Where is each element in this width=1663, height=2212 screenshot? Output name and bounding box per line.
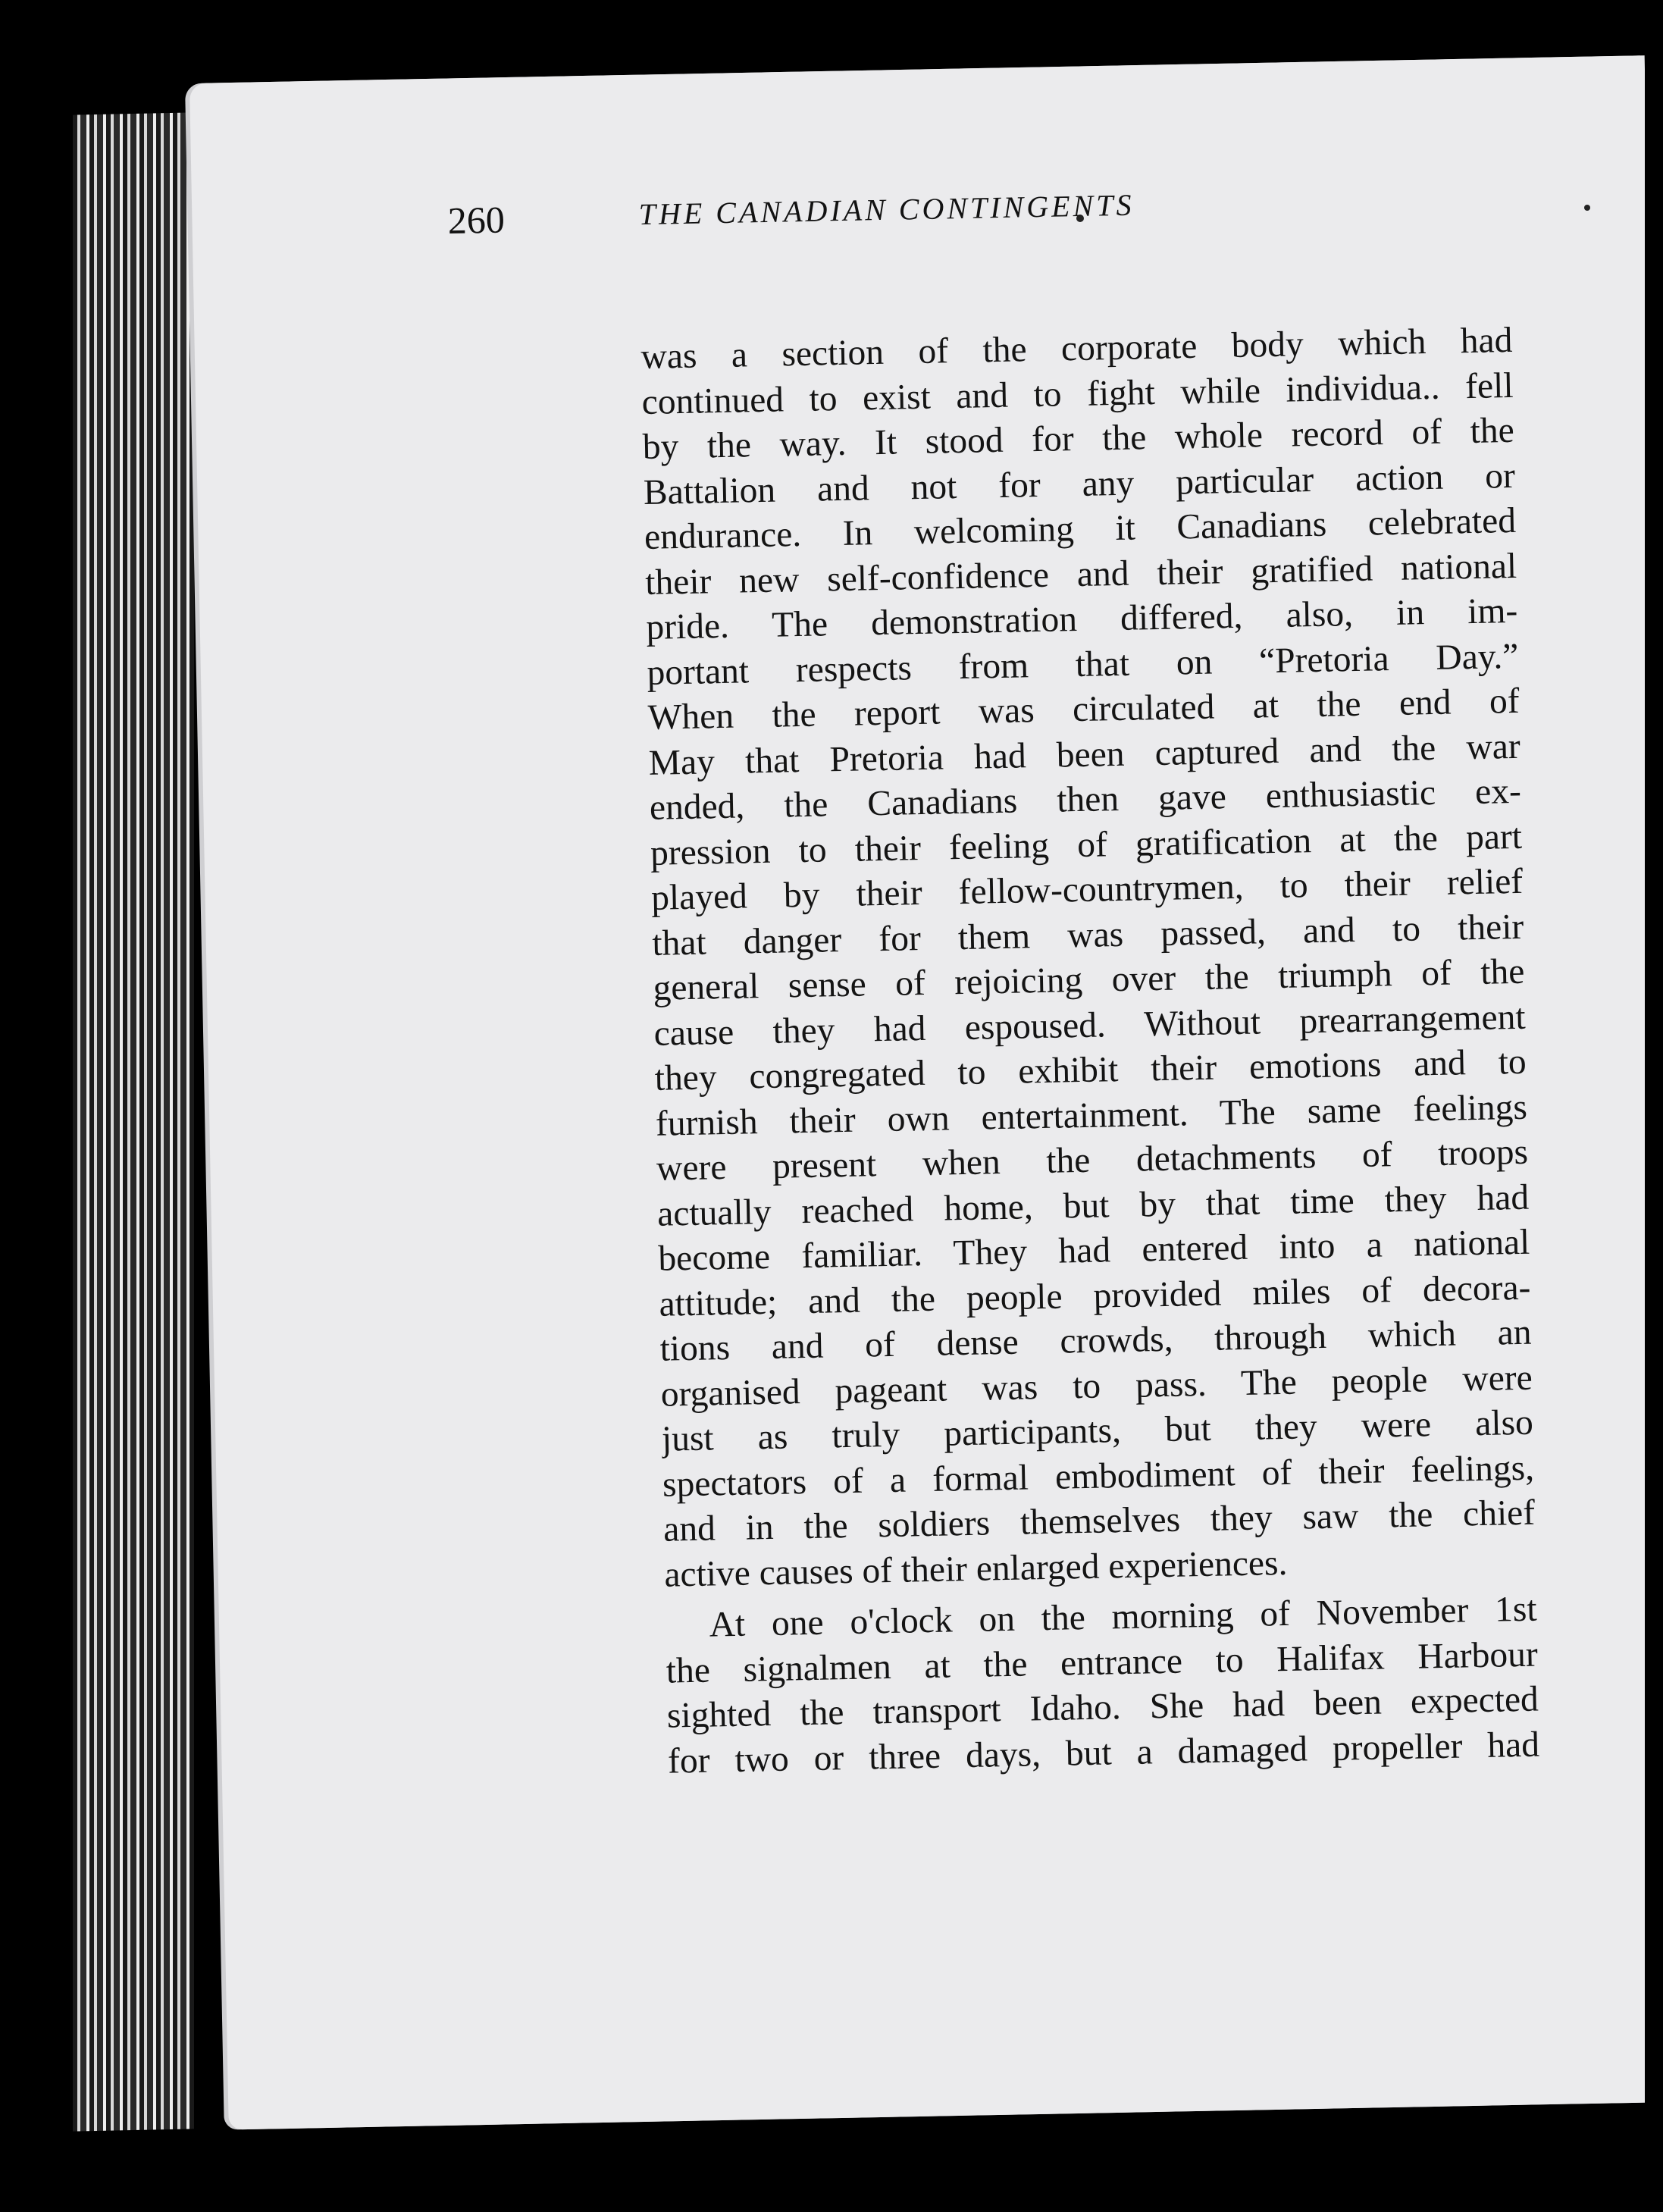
text-line: become familiar. They had entered into a national (657, 1222, 1530, 1279)
text-line: the signalmen at the entrance to Halifax Harbour (666, 1634, 1539, 1691)
text-line: furnish their own entertainment. The same feelings (655, 1087, 1528, 1144)
text-line: spectators of a formal embodiment of their feelings, (662, 1448, 1535, 1505)
book-page-edges (73, 112, 194, 2131)
text-line: tions and of dense crowds, through which an (659, 1312, 1532, 1369)
running-title: THE CANADIAN CONTINGENTS (638, 187, 1135, 232)
text-line: pride. The demonstration differed, also, in im- (645, 591, 1518, 647)
text-line: played by their fellow-countrymen, to their relief (650, 861, 1524, 918)
text-line: active causes of their enlarged experiences. (663, 1543, 1288, 1595)
text-line: that danger for them was passed, and to their (651, 907, 1524, 963)
text-line: May that Pretoria had been captured and the war (648, 726, 1521, 783)
text-line: for two or three days, but a damaged propeller had (667, 1725, 1540, 1781)
text-line: by the way. It stood for the whole record of the (642, 410, 1515, 467)
text-line: portant respects from that on “Pretoria Day.” (647, 636, 1519, 693)
text-line: they congregated to exhibit their emotions and to (654, 1042, 1527, 1098)
speck-mark (1584, 205, 1590, 211)
text-line: attitude; and the people provided miles of decora- (659, 1267, 1531, 1324)
body-text (640, 318, 1539, 1784)
paragraph (665, 1587, 1539, 1784)
text-line: endurance. In welcoming it Canadians celebrated (644, 500, 1517, 557)
text-line: organised pageant was to pass. The people were (660, 1358, 1533, 1415)
text-line: ended, the Canadians then gave enthusiastic ex- (649, 771, 1522, 828)
text-line: continued to exist and to fight while individua.. fell (641, 365, 1514, 422)
text-line: pression to their feeling of gratification at the part (650, 816, 1523, 873)
paragraph (640, 318, 1536, 1598)
text-line: their new self-confidence and their gratified national (644, 546, 1517, 603)
text-line: Battalion and not for any particular action or (643, 456, 1516, 512)
text-line: and in the soldiers themselves they saw the chief (662, 1493, 1536, 1549)
page-number: 260 (447, 198, 506, 242)
text-line: actually reached home, but by that time they had (656, 1177, 1530, 1234)
text-line: was a section of the corporate body which had (640, 320, 1513, 377)
text-line: general sense of rejoicing over the triumph of the (653, 951, 1525, 1008)
text-line: At one o'clock on the morning of November 1st (709, 1589, 1537, 1645)
text-line: just as truly participants, but they were also (661, 1402, 1534, 1459)
text-line: sighted the transport Idaho. She had been expected (666, 1679, 1539, 1736)
scan-border (1645, 0, 1663, 2212)
text-line: cause they had espoused. Without prearrangement (653, 997, 1526, 1054)
text-line: were present when the detachments of troops (656, 1132, 1529, 1189)
text-line: When the report was circulated at the end of (647, 681, 1520, 738)
